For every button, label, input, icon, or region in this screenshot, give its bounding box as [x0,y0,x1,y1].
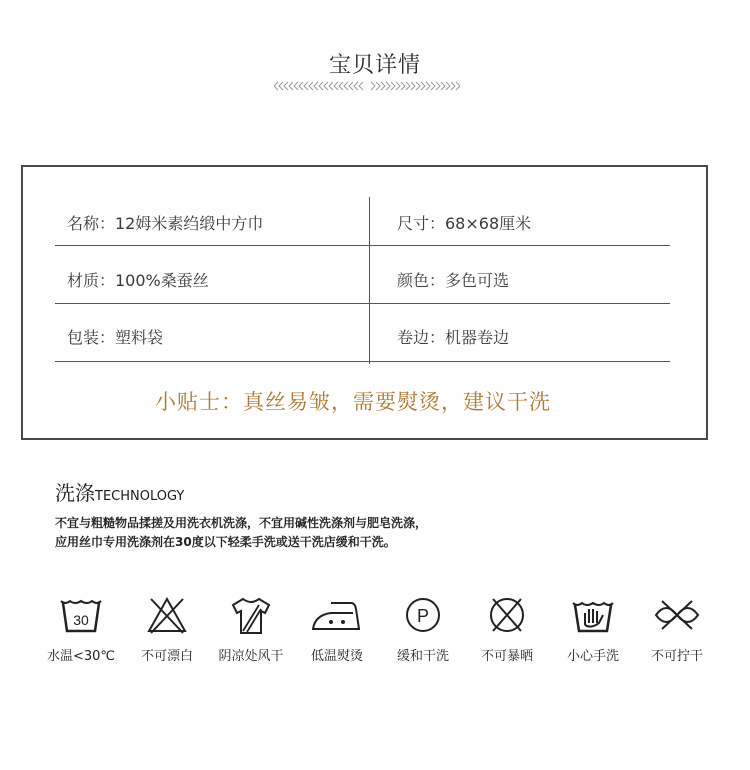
care-label-wring: 不可拧干 [650,649,703,664]
hand-wash-icon [571,595,615,635]
no-wring-icon [652,595,702,635]
spec-name: 名称：12姆米素绉缎中方巾 [67,214,264,233]
care-item-dry-clean [378,595,468,664]
no-tumble-dry-icon [485,595,529,635]
care-label-sun: 不可暴晒 [480,649,533,664]
column-divider [369,197,370,364]
washing-title [55,477,184,506]
title-chevron-decoration [274,80,460,92]
washing-title-cn: 洗涤 [55,481,95,505]
page-title: 宝贝详情 [328,53,421,78]
care-item-wring [632,595,722,664]
spec-packaging: 包装：塑料袋 [67,328,164,347]
spec-color: 颜色：多色可选 [397,271,510,290]
care-label-iron: 低温熨烫 [310,649,363,664]
care-item-hand-wash [548,595,638,664]
row-divider [55,303,670,304]
dry-clean-p-icon [401,595,445,635]
washing-desc-line1: 不宜与粗糙物品揉搓及用洗衣机洗涤，不宜用碱性洗涤剂与肥皂洗涤， [55,516,428,530]
care-label-hand-wash: 小心手洗 [566,649,619,664]
shade-dry-icon [229,595,273,635]
wash-30-icon [59,595,103,635]
no-bleach-icon [145,595,189,635]
row-divider [55,361,670,362]
care-item-iron [292,595,382,664]
care-item-wash [36,595,126,664]
wash-temp-number: 30 [73,612,89,628]
spec-material: 材质：100%桑蚕丝 [67,271,209,290]
washing-desc-line2: 应用丝巾专用洗涤剂在30度以下轻柔手洗或送干洗店缓和干洗。 [55,535,396,549]
row-divider [55,245,670,246]
care-label-shade-dry: 阴凉处风干 [218,649,284,664]
spec-size: 尺寸：68×68厘米 [397,214,532,233]
care-item-sun [462,595,552,664]
care-item-shade-dry [206,595,296,664]
dry-clean-letter: P [416,606,430,626]
care-tip: 小贴士：真丝易皱，需要熨烫，建议干洗 [155,390,551,414]
low-iron-icon [309,595,365,635]
care-label-wash: 水温<30℃ [46,649,116,664]
care-item-bleach [122,595,212,664]
spec-edge: 卷边：机器卷边 [397,328,510,347]
spec-table [21,165,708,440]
care-label-dry-clean: 缓和干洗 [396,649,449,664]
washing-title-en: TECHNOLOGY [95,489,185,504]
care-label-bleach: 不可漂白 [140,649,193,664]
